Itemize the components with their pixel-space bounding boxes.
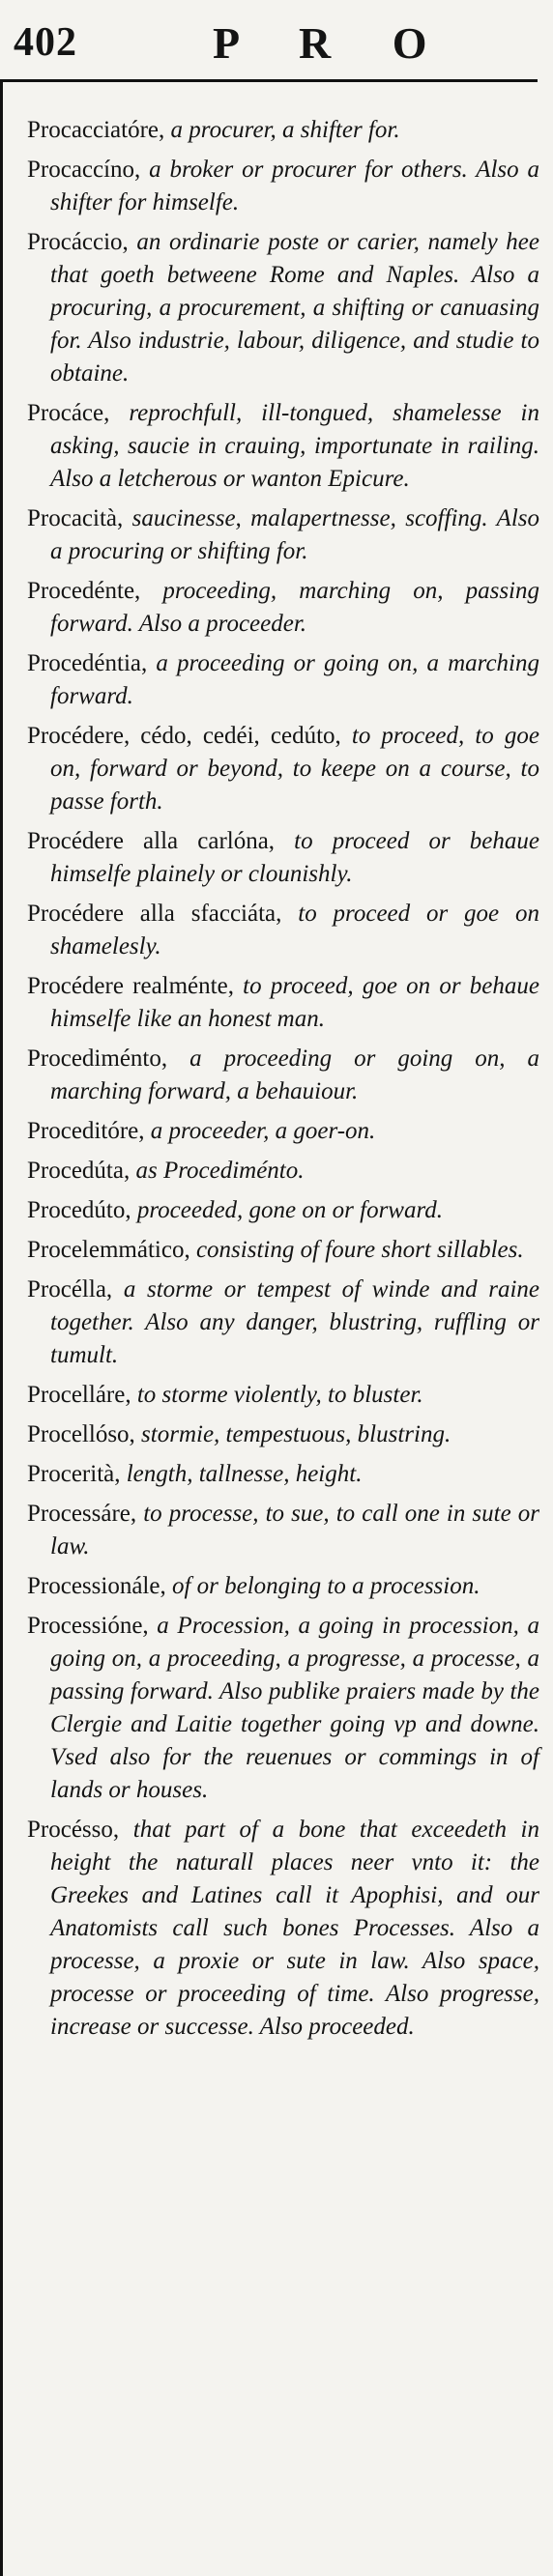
dictionary-entry: [27, 647, 539, 713]
dictionary-entries: [27, 114, 539, 2050]
dictionary-entry: [27, 575, 539, 641]
entry-definition: stormie, tempestuous, blustring.: [134, 1421, 451, 1447]
entry-headword: Procédere alla carlóna,: [27, 828, 276, 854]
entry-headword: Procerità,: [27, 1461, 121, 1487]
entry-definition: to storme violently, to bluster.: [131, 1382, 423, 1408]
dictionary-entry: [27, 1043, 539, 1108]
header-rule: [0, 79, 538, 82]
dictionary-entry: [27, 1155, 539, 1188]
dictionary-entry: [27, 1498, 539, 1563]
entry-headword: Proceditóre,: [27, 1118, 145, 1144]
entry-headword: Procellóso,: [27, 1421, 135, 1447]
entry-definition: a Procession, a going in procession, a going on, a proceeding, a progresse, a processe, a passing forward. Also publike praiers made by the Clergie and Laitie together going vp and downe. Vsed also for the reuenues or commings in of lands or houses.: [50, 1613, 539, 1803]
entry-headword: Procedúta,: [27, 1158, 131, 1184]
entry-headword: Procediménto,: [27, 1045, 168, 1072]
entry-headword: Procelemmático,: [27, 1237, 190, 1263]
entry-headword: Procedénte,: [27, 578, 141, 604]
entry-headword: Procédere alla sfacciáta,: [27, 901, 282, 927]
entry-headword: Procacciatóre,: [27, 117, 165, 143]
dictionary-entry: [27, 1194, 539, 1227]
entry-headword: Procaccíno,: [27, 157, 141, 183]
dictionary-entry: [27, 1234, 539, 1267]
entry-headword: Procélla,: [27, 1276, 113, 1302]
entry-definition: saucinesse, malapertnesse, scoffing. Also a procuring or shifting for.: [50, 505, 539, 564]
entry-definition: to proceed or behaue himselfe plainely or clounishly.: [50, 828, 539, 887]
entry-definition: reprochfull, ill-tongued, shamelesse in asking, saucie in crauing, importunate in railing. Also a letcherous or wanton Epicure.: [50, 400, 539, 492]
entry-headword: Processáre,: [27, 1501, 137, 1527]
entry-headword: Procédere realménte,: [27, 973, 234, 999]
entry-definition: an ordinarie poste or carier, namely hee that goeth betweene Rome and Naples. Also a procuring, a procurement, a shifting or canuasing for. Also industrie, labour, diligence, and studie to obtaine.: [50, 229, 539, 386]
entry-definition: a proceeder, a goer-on.: [144, 1118, 376, 1144]
entry-definition: a broker or procurer for others. Also a shifter for himselfe.: [50, 157, 539, 215]
dictionary-entry: [27, 1570, 539, 1603]
entry-definition: that part of a bone that exceedeth in height the naturall places neer vnto it: the Greekes and Latines call it Apophisi, and our Anatomists call such bones Processes. Also a processe, a proxie or sute in law. Also space, processe or proceeding of time. Also progresse, increase or successe. Also proceeded.: [50, 1817, 539, 2040]
entry-definition: a storme or tempest of winde and raine together. Also any danger, blustring, ruffling or tumult.: [50, 1276, 539, 1368]
dictionary-entry: [27, 898, 539, 963]
entry-definition: of or belonging to a procession.: [165, 1573, 480, 1599]
dictionary-entry: [27, 1379, 539, 1412]
entry-definition: a procurer, a shifter for.: [164, 117, 400, 143]
entry-definition: to proceed or goe on shamelesly.: [50, 901, 539, 959]
dictionary-entry: [27, 825, 539, 891]
entry-definition: a proceeding or going on, a marching forward, a behauiour.: [50, 1045, 539, 1104]
entry-definition: proceeded, gone on or forward.: [131, 1197, 444, 1223]
dictionary-entry: [27, 1274, 539, 1372]
entry-headword: Procelláre,: [27, 1382, 131, 1408]
dictionary-entry: [27, 970, 539, 1036]
entry-definition: length, tallnesse, height.: [120, 1461, 363, 1487]
entry-definition: consisting of foure short sillables.: [189, 1237, 524, 1263]
entry-definition: a proceeding or going on, a marching forward.: [50, 650, 539, 709]
entry-definition: proceeding, marching on, passing forward. Also a proceeder.: [50, 578, 539, 637]
entry-headword: Procedéntia,: [27, 650, 148, 676]
entry-definition: to proceed, goe on or behaue himselfe like an honest man.: [50, 973, 539, 1032]
dictionary-entry: [27, 1814, 539, 2044]
entry-headword: Procáce,: [27, 400, 110, 426]
running-head: P R O: [213, 18, 452, 68]
dictionary-entry: [27, 114, 539, 147]
entry-headword: Procacità,: [27, 505, 124, 531]
dictionary-entry: [27, 397, 539, 496]
entry-definition: as Procediménto.: [130, 1158, 305, 1184]
column-rule: [0, 81, 3, 2576]
dictionary-entry: [27, 1418, 539, 1451]
entry-headword: Procédere, cédo, cedéi, cedúto,: [27, 723, 341, 749]
entry-definition: to processe, to sue, to call one in sute or law.: [50, 1501, 539, 1560]
entry-headword: Procáccio,: [27, 229, 129, 255]
dictionary-entry: [27, 502, 539, 568]
dictionary-entry: [27, 720, 539, 818]
entry-headword: Procedúto,: [27, 1197, 131, 1223]
entry-headword: Processióne,: [27, 1613, 149, 1639]
dictionary-entry: [27, 1115, 539, 1148]
page-number: 402: [14, 20, 77, 65]
dictionary-entry: [27, 1610, 539, 1807]
entry-headword: Procésso,: [27, 1817, 120, 1843]
entry-definition: to proceed, to goe on, forward or beyond, to keepe on a course, to passe forth.: [50, 723, 539, 815]
dictionary-entry: [27, 154, 539, 219]
dictionary-entry: [27, 226, 539, 390]
dictionary-entry: [27, 1458, 539, 1491]
entry-headword: Processionále,: [27, 1573, 166, 1599]
page-header: [10, 17, 543, 72]
